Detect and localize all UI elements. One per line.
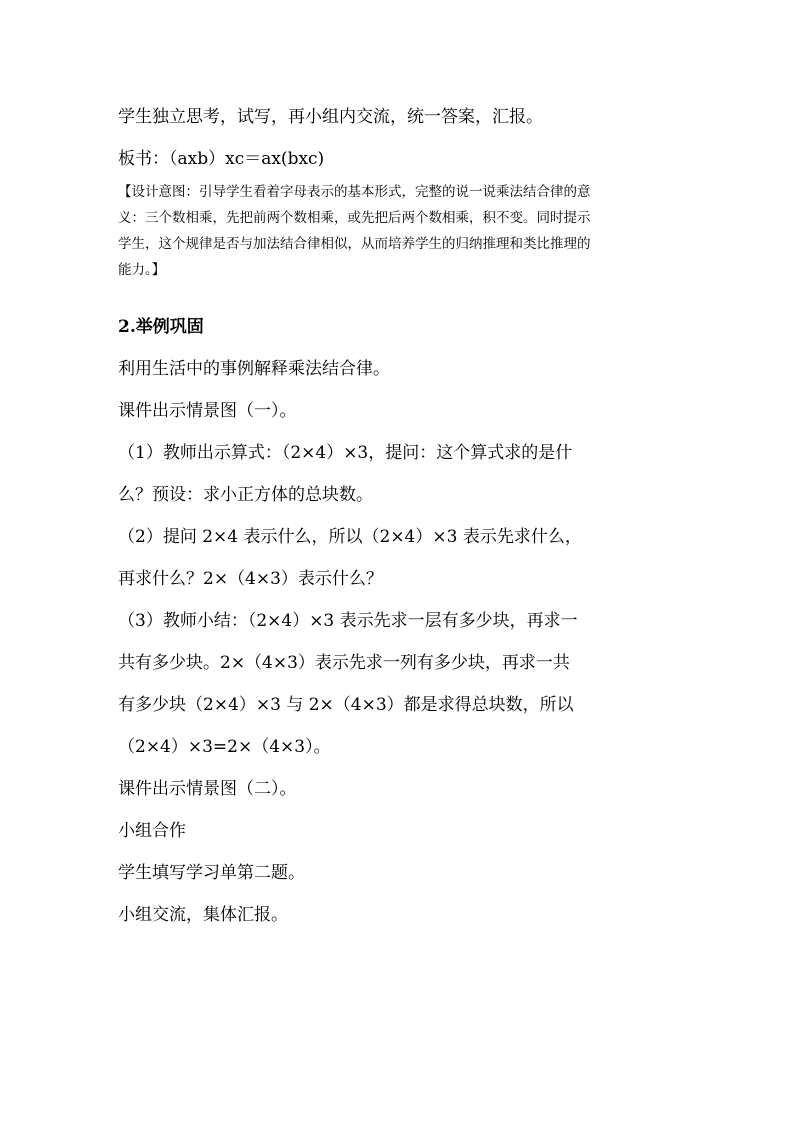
body-line: 共有多少块。2×（4×3）表示先求一列有多少块，再求一共: [118, 653, 570, 673]
body-line: （2×4）×3=2×（4×3）。: [118, 737, 331, 757]
body-line: （1）教师出示算式：（2×4）×3，提问：这个算式求的是什: [118, 443, 573, 463]
body-line: 么？预设：求小正方体的总块数。: [118, 485, 373, 505]
body-line: （2）提问 2×4 表示什么，所以（2×4）×3 表示先求什么，: [118, 527, 582, 547]
design-intent-line: 学生，这个规律是否与加法结合律相似，从而培养学生的归纳推理和类比推理的: [118, 236, 591, 252]
paragraph-blackboard-writing: 板书：（axb）xc＝ax(bxc): [118, 149, 325, 169]
body-line: 有多少块（2×4）×3 与 2×（4×3）都是求得总块数，所以: [118, 695, 574, 715]
design-intent-line: 义：三个数相乘，先把前两个数相乘，或先把后两个数相乘，积不变。同时提示: [118, 210, 591, 226]
body-line: 利用生活中的事例解释乘法结合律。: [118, 359, 390, 379]
design-intent-line: 能力。】: [118, 262, 166, 278]
paragraph-independent-thinking: 学生独立思考，试写，再小组内交流，统一答案，汇报。: [118, 107, 543, 127]
body-line: 课件出示情景图（二）。: [118, 779, 297, 799]
section-heading: 2.举例巩固: [118, 317, 204, 337]
body-line: 课件出示情景图（一）。: [118, 401, 297, 421]
body-line: 再求什么？2×（4×3）表示什么？: [118, 569, 383, 589]
body-line: （3）教师小结：（2×4）×3 表示先求一层有多少块，再求一: [118, 611, 578, 631]
body-line: 小组合作: [118, 821, 186, 841]
body-line: 学生填写学习单第二题。: [118, 863, 305, 883]
design-intent-line: 【设计意图：引导学生看着字母表示的基本形式，完整的说一说乘法结合律的意: [118, 184, 591, 200]
design-intent-note: [118, 179, 678, 283]
body-line: 小组交流，集体汇报。: [118, 905, 288, 925]
